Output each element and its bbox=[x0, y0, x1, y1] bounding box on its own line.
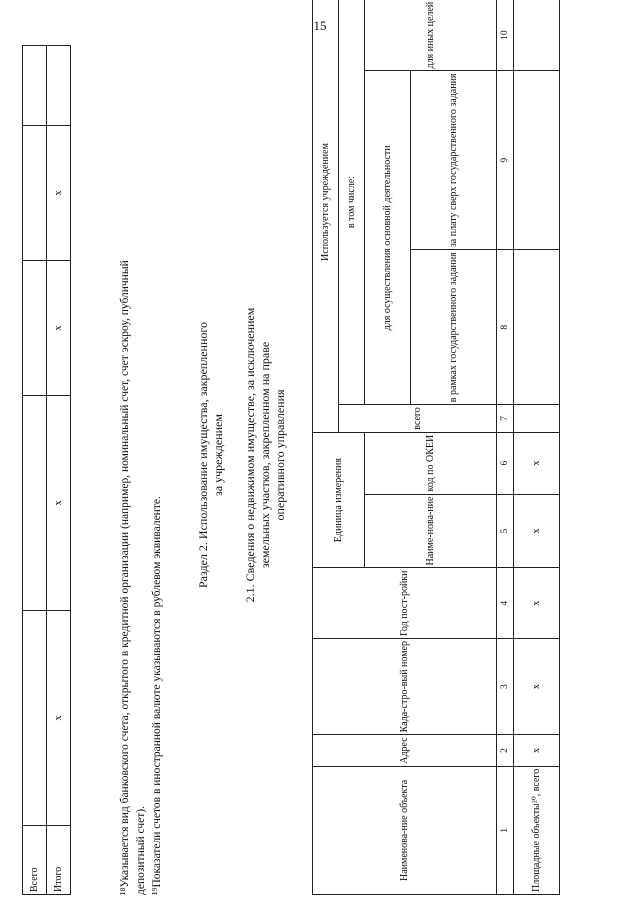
summary-cell bbox=[23, 261, 47, 396]
summary-cell bbox=[23, 396, 47, 611]
col-number: 9 bbox=[497, 71, 514, 250]
col-number: 2 bbox=[497, 735, 514, 766]
header-used: Используется учреждением bbox=[313, 0, 339, 432]
table-cell bbox=[514, 250, 560, 405]
col-number: 5 bbox=[497, 494, 514, 568]
summary-cell: x bbox=[47, 611, 71, 826]
subsection-title bbox=[243, 255, 288, 655]
table-cell bbox=[514, 405, 560, 433]
header-address: Адрес bbox=[313, 735, 497, 766]
header-cadastral: Када-стро-вый номер bbox=[313, 639, 497, 735]
table-cell: x bbox=[514, 432, 560, 494]
col-number: 1 bbox=[497, 766, 514, 894]
subsection-title-line: земельных участков, закрепленном на праве bbox=[258, 341, 272, 569]
section-title bbox=[196, 255, 226, 655]
col-number: 10 bbox=[497, 0, 514, 71]
header-other-purposes: для иных целей bbox=[365, 0, 497, 71]
footnote-18-cont: депозитный счет). bbox=[135, 806, 147, 895]
footnote-19: ¹⁹Показатели счетов в иностранной валюте указываются в рублевом эквиваленте. bbox=[151, 496, 163, 895]
summary-label-total: Всего bbox=[23, 826, 47, 895]
table-cell bbox=[514, 0, 560, 71]
summary-cell bbox=[23, 611, 47, 826]
footnote-18: ¹⁸Указывается вид банковского счета, открытого в кредитной организации (например, номинальный счет, счет эскроу, публичный bbox=[119, 260, 131, 895]
col-number: 8 bbox=[497, 250, 514, 405]
section-title-line: за учреждением bbox=[211, 414, 225, 496]
page-number: 15 bbox=[313, 18, 327, 33]
summary-cell bbox=[47, 46, 71, 126]
header-unit: Единица измерения bbox=[313, 432, 365, 568]
header-fee: за плату сверх государственного задания bbox=[411, 71, 497, 250]
col-number: 3 bbox=[497, 639, 514, 735]
summary-label-itogo: Итого bbox=[47, 826, 71, 895]
subsection-title-line: 2.1. Сведения о недвижимом имуществе, за исключением bbox=[243, 307, 257, 603]
summary-cell: x bbox=[47, 261, 71, 396]
table-cell: x bbox=[514, 494, 560, 568]
table-cell: x bbox=[514, 639, 560, 735]
subsection-title-line: оперативного управления bbox=[273, 389, 287, 521]
col-number: 4 bbox=[497, 568, 514, 639]
header-used-incl: в том числе: bbox=[339, 0, 365, 405]
col-number: 6 bbox=[497, 432, 514, 494]
table-cell: x bbox=[514, 568, 560, 639]
header-name: Наименова-ние объекта bbox=[313, 766, 497, 894]
summary-cell: x bbox=[47, 396, 71, 611]
table-cell bbox=[514, 71, 560, 250]
property-table bbox=[312, 0, 560, 895]
summary-cell: x bbox=[47, 126, 71, 261]
table-cell: x bbox=[514, 735, 560, 766]
header-year: Год пост-ройки bbox=[313, 568, 497, 639]
header-unit-code: код по ОКЕИ bbox=[365, 432, 497, 494]
header-main-activity: для осуществления основной деятельности bbox=[365, 71, 411, 405]
header-state-task: в рамках государственного задания bbox=[411, 250, 497, 405]
header-unit-name: Наиме-нова-ние bbox=[365, 494, 497, 568]
summary-cell bbox=[23, 46, 47, 126]
section-title-line: Раздел 2. Использование имущества, закрепленного bbox=[196, 321, 210, 589]
col-number: 7 bbox=[497, 405, 514, 433]
header-used-total: всего bbox=[339, 405, 497, 433]
row-label-area-objects: Площадные объекты²⁰, всего bbox=[514, 766, 560, 894]
summary-table bbox=[22, 45, 71, 895]
summary-cell bbox=[23, 126, 47, 261]
column-number-row bbox=[497, 0, 514, 895]
table-row bbox=[514, 0, 560, 895]
